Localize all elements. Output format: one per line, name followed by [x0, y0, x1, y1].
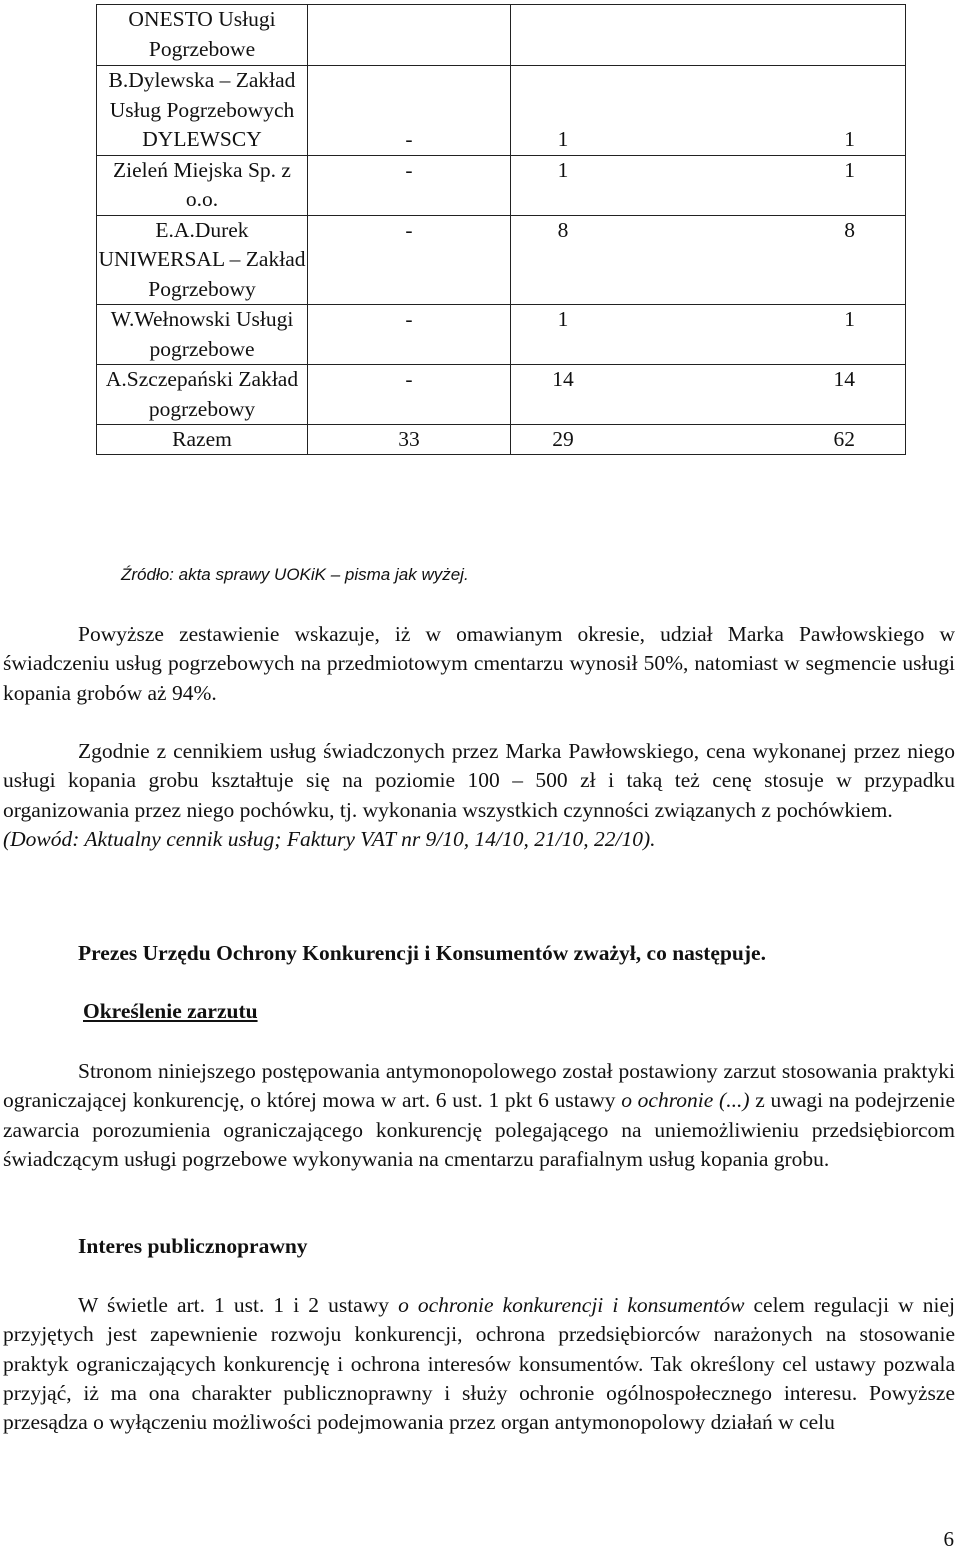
paragraph-charge: [3, 1057, 955, 1174]
value-text: 14: [833, 367, 855, 391]
paragraph-italic-text: o ochronie (...): [621, 1088, 750, 1113]
value-cell: [511, 66, 906, 156]
paragraph-italic-text: o ochronie konkurencji i konsumentów: [398, 1293, 745, 1317]
total-label-cell: Razem: [97, 425, 308, 455]
value-text: 1: [557, 127, 569, 151]
value-cell: [511, 215, 906, 305]
value-text: 62: [833, 427, 855, 451]
value-text: -: [405, 367, 413, 391]
paragraph-pricing: Zgodnie z cennikiem usług świadczonych przez Marka Pawłowskiego, cena wykonanej przez niego usługi kopania grobu kształtuje się na poziomie 100 – 500 zł i taką też cenę stosuje w przypadku organizowania przez niego pochówku, tj. wykonania wszystkich czynności związanych z pochówkiem.: [3, 739, 955, 822]
value-text: -: [405, 127, 413, 151]
page-number: 6: [943, 1527, 954, 1551]
table-row: [97, 5, 906, 66]
value-text: 1: [557, 157, 569, 182]
paragraph-text: celem regulacji w niej przyjętych jest zapewnienie rozwoju konkurencji, ochrona przedsiębiorców narażonych na stosowanie praktyk ograniczających konkurencję i ochrona interesów konsumentów. Tak określony cel ustawy pozwala przyjąć, iż ma ona charakter publicznoprawny i służy ochronie ogólnospołecznego interesu. Powyższe przesądza o wyłączeniu możliwości podejmowania przez organ antymonopolowy działań w celu: [3, 1293, 955, 1435]
evidence-note: (Dowód: Aktualny cennik usług; Faktury VAT nr 9/10, 14/10, 21/10, 22/10).: [3, 826, 656, 851]
value-text: 8: [844, 217, 855, 242]
paragraph-pricing-block: [3, 737, 955, 854]
paragraph-text: W świetle art. 1 ust. 1 i 2 ustawy: [78, 1293, 399, 1317]
value-pair: [511, 66, 905, 155]
value-cell: [511, 365, 906, 425]
value-pair: [511, 156, 905, 186]
paragraph-public-interest: [3, 1291, 955, 1437]
section-heading-charge: Określenie zarzutu: [83, 999, 258, 1023]
value-cell: [308, 365, 511, 425]
table-source-note: Źródło: akta sprawy UOKiK – pisma jak wyżej.: [121, 565, 469, 584]
paragraph-summary: Powyższe zestawienie wskazuje, iż w omawianym okresie, udział Marka Pawłowskiego w świadczeniu usług pogrzebowych na przedmiotowym cmentarzu wynosił 50%, natomiast w segmencie usługi kopania grobów aż 94%.: [3, 622, 955, 705]
paragraph-text: z uwagi na podejrzenie zawarcia porozumienia ograniczającego konkurencję polegającego na uniemożliwieniu przedsiębiorcom świadczącym usługi pogrzebowe wykonywania na cmentarzu parafialnym usług kopania grobu.: [3, 1088, 956, 1171]
company-name-cell: E.A.Durek UNIWERSAL – Zakład Pogrzebowy: [97, 215, 308, 305]
table-row: [97, 155, 906, 215]
table-row: [97, 66, 906, 156]
company-name-cell: ONESTO Usługi Pogrzebowe: [97, 5, 308, 66]
value-text: 1: [844, 307, 855, 331]
value-cell: [511, 5, 906, 66]
value-cell: [308, 215, 511, 305]
value-text: -: [405, 307, 413, 331]
value-text: 14: [552, 367, 574, 391]
company-name-cell: A.Szczepański Zakład pogrzebowy: [97, 365, 308, 425]
value-cell: [308, 155, 511, 215]
paragraph-text: Stronom niniejszego postępowania antymonopolowego został postawiony zarzut stosowania praktyki ograniczającej konkurencję, o której mowa w art. 6 ust. 1 pkt 6 ustawy: [3, 1059, 955, 1113]
value-text: -: [405, 157, 413, 182]
value-text: 1: [557, 307, 569, 331]
value-text: 1: [844, 127, 855, 151]
section-heading-main: Prezes Urzędu Ochrony Konkurencji i Konsumentów zważył, co następuje.: [78, 941, 766, 965]
value-text: 8: [557, 217, 569, 242]
table-row: [97, 365, 906, 425]
total-value-cell: 33: [308, 425, 511, 455]
statistics-table: [96, 4, 906, 455]
value-cell: [511, 155, 906, 215]
company-name-cell: Zieleń Miejska Sp. z o.o.: [97, 155, 308, 215]
value-cell: [308, 66, 511, 156]
value-pair: [511, 425, 905, 454]
value-text: -: [405, 217, 413, 242]
value-cell: [308, 305, 511, 365]
table-row: [97, 305, 906, 365]
company-name-cell: W.Wełnowski Usługi pogrzebowe: [97, 305, 308, 365]
company-name-cell: B.Dylewska – Zakład Usług Pogrzebowych DYLEWSCY: [97, 66, 308, 156]
table-total-row: [97, 425, 906, 455]
table-row: [97, 215, 906, 305]
section-heading-public-interest: Interes publicznoprawny: [78, 1234, 308, 1258]
value-pair: [511, 216, 905, 246]
value-cell: [308, 5, 511, 66]
value-text: 1: [844, 157, 855, 182]
total-value-cell: [511, 425, 906, 455]
value-pair: [511, 305, 905, 335]
value-text: 29: [552, 427, 574, 451]
value-cell: [511, 305, 906, 365]
value-pair: [511, 365, 905, 395]
